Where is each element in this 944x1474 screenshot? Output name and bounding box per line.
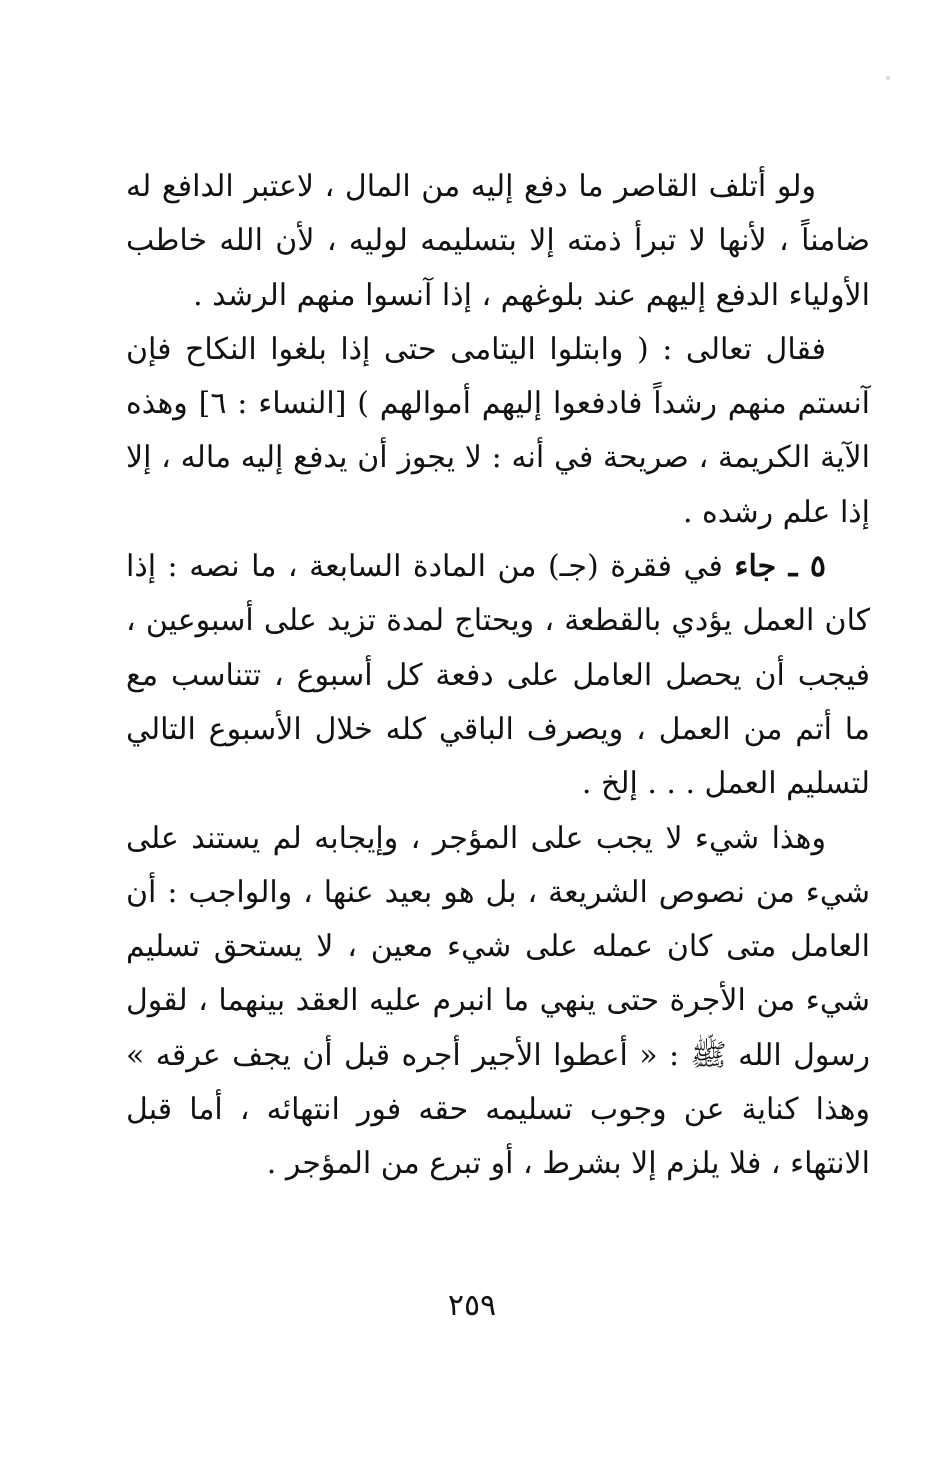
paragraph <box>126 812 870 1192</box>
paragraph <box>126 160 870 323</box>
page-number: ٢٥٩ <box>447 1288 497 1323</box>
paragraph-text: ولو أتلف القاصر ما دفع إليه من المال ، لاعتبر الدافع له ضامناً ، لأنها لا تبرأ ذمته إلا بتسليمه لوليه ، لأن الله خاطب الأولياء الدفع إليهم عند بلوغهم ، إذا آنسوا منهم الرشد . <box>126 169 870 313</box>
paragraph-text: في فقرة (جـ) من المادة السابعة ، ما نصه : إذا كان العمل يؤدي بالقطعة ، ويحتاج لمدة تزيد على أسبوعين ، فيجب أن يحصل العامل على دفعة كل أسبوع ، تتناسب مع ما أتم من العمل ، ويصرف الباقي كله خلال الأسبوع التالي لتسليم العمل . . . إلخ . <box>126 549 870 802</box>
paragraph-text: فقال تعالى : ( وابتلوا اليتامى حتى إذا بلغوا النكاح فإن آنستم منهم رشداً فادفعوا إليهم أموالهم ) [النساء : ٦] وهذه الآية الكريمة ، صريحة في أنه : لا يجوز أن يدفع إليه ماله ، إلا إذا علم رشده . <box>126 331 871 530</box>
body-text <box>126 160 870 1192</box>
paragraph-lead: ٥ ـ جاء <box>734 549 826 585</box>
paragraph <box>126 323 870 540</box>
paragraph <box>126 540 870 811</box>
scan-speck <box>886 76 890 80</box>
paragraph-text: وهذا شيء لا يجب على المؤجر ، وإيجابه لم يستند على شيء من نصوص الشريعة ، بل هو بعيد عنها ، والواجب : أن العامل متى كان عمله على شيء معين ، لا يستحق تسليم شيء من الأجرة حتى ينهي ما انبرم عليه العقد بينهما ، لقول رسول الله ﷺ : « أعطوا الأجير أجره قبل أن يجف عرقه » وهذا كناية عن وجوب تسليمه حقه فور انتهائه ، أما قبل الانتهاء ، فلا يلزم إلا بشرط ، أو تبرع من المؤجر . <box>126 820 871 1182</box>
